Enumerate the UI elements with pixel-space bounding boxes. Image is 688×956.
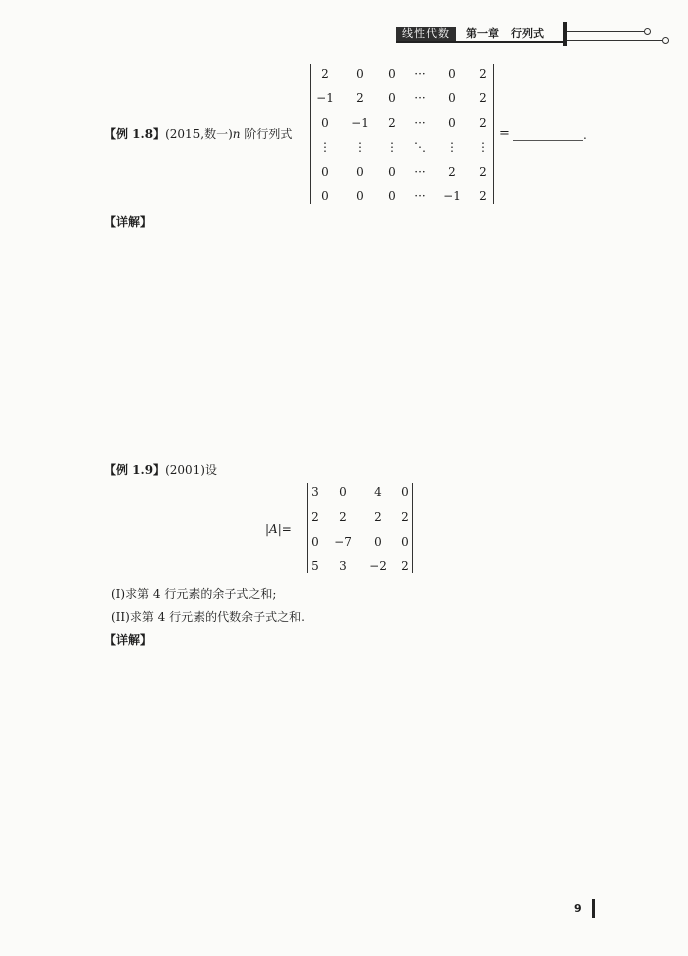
equals-sign: = (499, 126, 510, 141)
header-decor-circle (644, 28, 651, 35)
matrix-cell: 0 (356, 165, 364, 179)
determinant-right-bar (493, 64, 494, 204)
solution-label-1: 【详解】 (104, 215, 153, 229)
example-1-9-source: (2001)设 (165, 463, 217, 477)
matrix-cell: 0 (321, 116, 329, 130)
answer-blank (513, 140, 583, 141)
matrix-cell: 2 (448, 165, 456, 179)
matrix-cell: 2 (479, 165, 487, 179)
matrix-cell: 0 (448, 67, 456, 81)
matrix-cell: ⋮ (477, 140, 489, 154)
matrix-cell: 2 (401, 559, 409, 573)
header-decor-line (567, 40, 662, 41)
part-1-question: (I)求第 4 行元素的余子式之和; (111, 587, 277, 601)
matrix-cell: 2 (356, 91, 364, 105)
matrix-cell: ··· (414, 67, 426, 81)
matrix-cell: 0 (401, 485, 409, 499)
matrix-cell: 5 (311, 559, 319, 573)
matrix-cell: 0 (401, 535, 409, 549)
header-bar (563, 22, 567, 46)
period: . (583, 128, 587, 142)
example-1-8-source: (2015,数一) (165, 127, 233, 141)
matrix-cell: ⋮ (319, 140, 331, 154)
matrix-cell: 0 (311, 535, 319, 549)
page-number: 9 (574, 902, 582, 915)
example-1-9-label: 【例 1.9】 (104, 463, 166, 477)
matrix-cell: 0 (321, 165, 329, 179)
matrix-cell: 4 (374, 485, 382, 499)
matrix-cell: 0 (388, 91, 396, 105)
matrix-cell: 0 (339, 485, 347, 499)
matrix-cell: 2 (311, 510, 319, 524)
matrix-cell: ⋮ (354, 140, 366, 154)
example-1-8-text: 阶行列式 (240, 127, 293, 141)
matrix-cell: 0 (374, 535, 382, 549)
part-2-question: (II)求第 4 行元素的代数余子式之和. (111, 610, 305, 624)
matrix-cell: ⋮ (386, 140, 398, 154)
matrix-cell: ⋮ (446, 140, 458, 154)
determinant-left-bar (310, 64, 311, 204)
example-1-9-statement (104, 462, 217, 478)
matrix-cell: 0 (448, 91, 456, 105)
matrix-cell: 2 (374, 510, 382, 524)
matrix-cell: ··· (414, 165, 426, 179)
matrix-cell: 0 (388, 189, 396, 203)
matrix-cell: 3 (339, 559, 347, 573)
matrix-cell: 0 (321, 189, 329, 203)
matrix-cell: −1 (351, 116, 369, 130)
matrix-cell: 2 (479, 67, 487, 81)
header-decor-line (567, 31, 644, 32)
example-1-8-n: n (232, 127, 241, 141)
matrix-cell: 2 (321, 67, 329, 81)
matrix-cell: 2 (388, 116, 396, 130)
matrix-cell: ··· (414, 116, 426, 130)
page-number-bar (592, 899, 595, 918)
matrix-cell: −7 (334, 535, 352, 549)
matrix-cell: 0 (388, 165, 396, 179)
example-1-8-statement (104, 126, 292, 142)
matrix-cell: 2 (401, 510, 409, 524)
matrix-cell: 2 (479, 116, 487, 130)
matrix-cell: 2 (479, 189, 487, 203)
matrix-cell: −1 (443, 189, 461, 203)
matrix-cell: ··· (414, 189, 426, 203)
matrix-cell: 0 (388, 67, 396, 81)
matrix-cell: ··· (414, 91, 426, 105)
header-chapter: 第一章 (466, 27, 499, 40)
matrix-cell: 2 (339, 510, 347, 524)
header-rule (396, 41, 566, 43)
matrix-cell: 2 (479, 91, 487, 105)
solution-label-2: 【详解】 (104, 633, 153, 647)
header-section: 行列式 (511, 27, 544, 40)
matrix-cell: −2 (369, 559, 387, 573)
matrix-cell: 0 (356, 67, 364, 81)
example-1-8-label: 【例 1.8】 (104, 127, 166, 141)
header-book-title: 线性代数 (396, 27, 456, 41)
matrix-cell: −1 (316, 91, 334, 105)
matrix-cell: 0 (448, 116, 456, 130)
det-a-lhs: |A|= (265, 522, 292, 536)
matrix-cell: 3 (311, 485, 319, 499)
matrix-cell: ⋱ (414, 140, 426, 154)
matrix-cell: 0 (356, 189, 364, 203)
header-decor-circle (662, 37, 669, 44)
